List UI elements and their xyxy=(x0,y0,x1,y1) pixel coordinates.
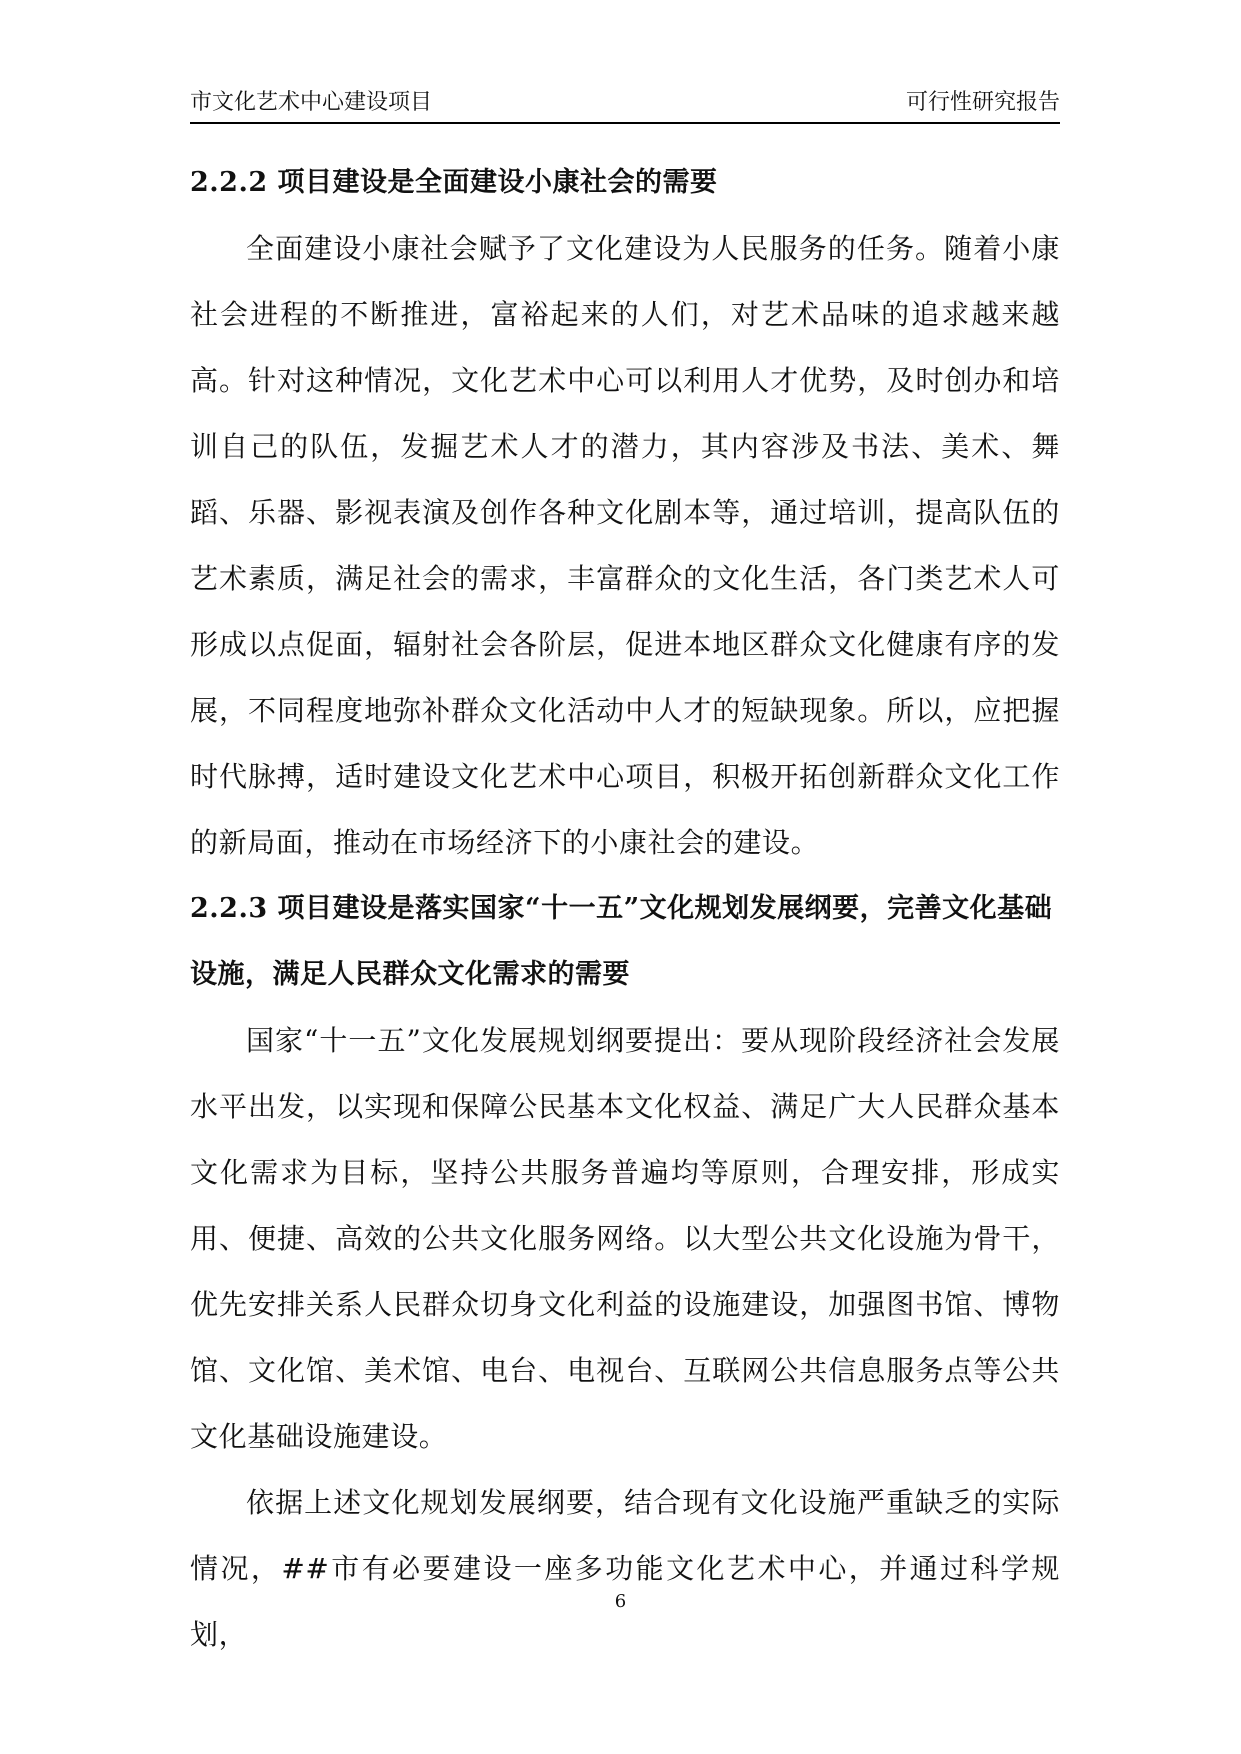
header-report-type: 可行性研究报告 xyxy=(905,90,1060,115)
page-number: 6 xyxy=(614,1591,627,1612)
body-paragraph: 全面建设小康社会赋予了文化建设为人民服务的任务。随着小康社会进程的不断推进，富裕起来的人们，对艺术品味的追求越来越高。针对这种情况，文化艺术中心可以利用人才优势，及时创办和培训自己的队伍，发掘艺术人才的潜力，其内容涉及书法、美术、舞蹈、乐器、影视表演及创作各种文化剧本等，通过培训，提高队伍的艺术素质，满足社会的需求，丰富群众的文化生活，各门类艺术人可形成以点促面，辐射社会各阶层，促进本地区群众文化健康有序的发展，不同程度地弥补群众文化活动中人才的短缺现象。所以，应把握时代脉搏，适时建设文化艺术中心项目，积极开拓创新群众文化工作的新局面，推动在市场经济下的小康社会的建设。 xyxy=(190,232,1060,859)
page-header xyxy=(190,86,1060,120)
section-heading-2-2-2: 2.2.2 项目建设是全面建设小康社会的需要 xyxy=(190,167,718,198)
page-body xyxy=(190,150,1060,1668)
header-divider xyxy=(190,122,1060,124)
section-heading-2-2-3: 2.2.3 项目建设是落实国家“十一五”文化规划发展纲要，完善文化基础设施，满足人民群众文化需求的需要 xyxy=(190,893,1053,990)
body-paragraph: 国家“十一五”文化发展规划纲要提出：要从现阶段经济社会发展水平出发，以实现和保障公民基本文化权益、满足广大人民群众基本文化需求为目标，坚持公共服务普遍均等原则，合理安排，形成实用、便捷、高效的公共文化服务网络。以大型公共文化设施为骨干，优先安排关系人民群众切身文化利益的设施建设，加强图书馆、博物馆、文化馆、美术馆、电台、电视台、互联网公共信息服务点等公共文化基础设施建设。 xyxy=(190,1024,1060,1453)
header-project-title: 市文化艺术中心建设项目 xyxy=(190,90,433,115)
body-paragraph: 依据上述文化规划发展纲要，结合现有文化设施严重缺乏的实际情况，##市有必要建设一座多功能文化艺术中心，并通过科学规划， xyxy=(190,1486,1060,1651)
